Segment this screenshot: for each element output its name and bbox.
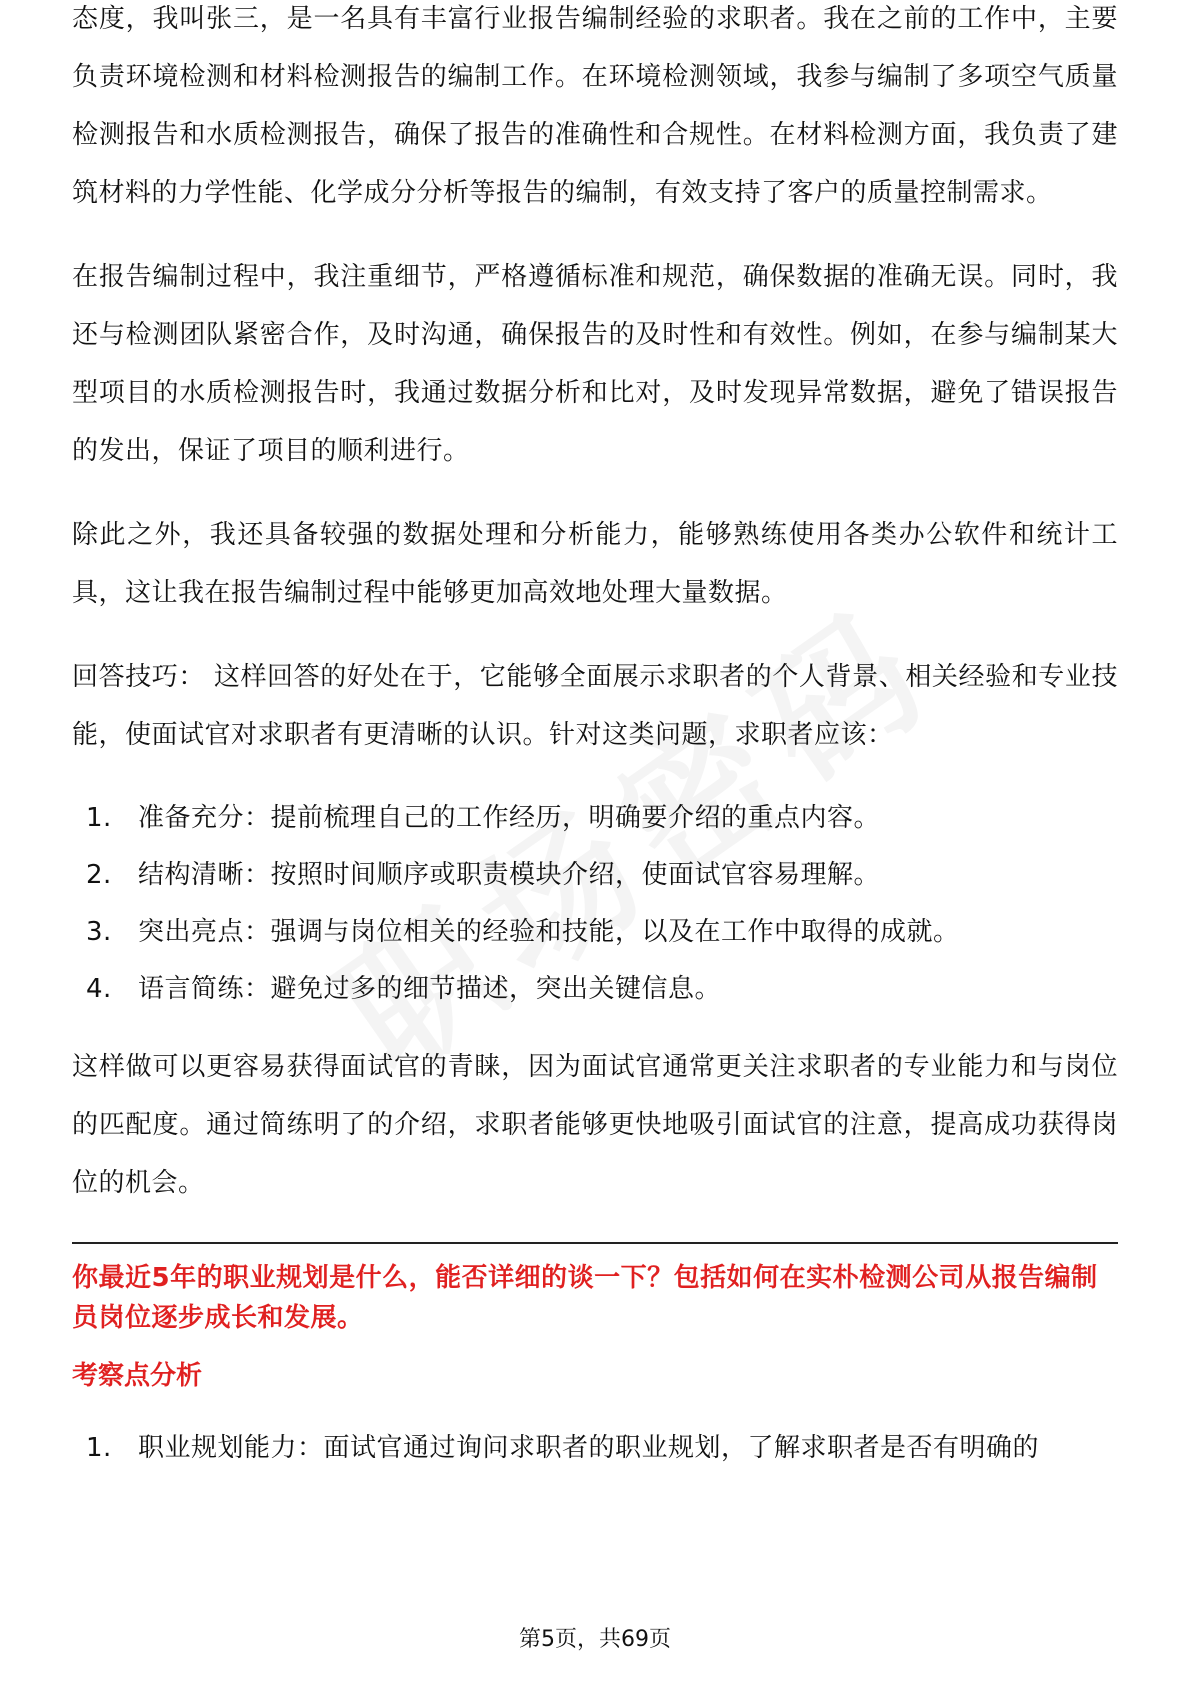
list-item <box>72 904 1118 961</box>
paragraph-intro: 态度，我叫张三，是一名具有丰富行业报告编制经验的求职者。我在之前的工作中，主要负责环境检测和材料检测报告的编制工作。在环境检测领域，我参与编制了多项空气质量检测报告和水质检测报告，确保了报告的准确性和合规性。在材料检测方面，我负责了建筑材料的力学性能、化学成分分析等报告的编制，有效支持了客户的质量控制需求。 <box>72 4 1118 208</box>
list-item-text: 结构清晰：按照时间顺序或职责模块介绍，使面试官容易理解。 <box>138 860 881 890</box>
list-item-number: 1. <box>86 1433 112 1463</box>
answer-tips <box>72 648 1118 764</box>
page-number: 第5页，共69页 <box>519 1627 671 1652</box>
list-item <box>72 847 1118 904</box>
list-item-number: 4. <box>86 974 112 1004</box>
list-item-text: 突出亮点：强调与岗位相关的经验和技能，以及在工作中取得的成就。 <box>138 917 960 947</box>
list-item-text: 准备充分：提前梳理自己的工作经历，明确要介绍的重点内容。 <box>138 803 881 833</box>
list-item <box>72 961 1118 1018</box>
list-item-number: 2. <box>86 860 112 890</box>
list-item-text: 职业规划能力：面试官通过询问求职者的职业规划，了解求职者是否有明确的 <box>138 1433 1040 1463</box>
tips-list <box>72 790 1118 1018</box>
page-content <box>72 4 1118 1497</box>
paragraph-process: 在报告编制过程中，我注重细节，严格遵循标准和规范，确保数据的准确无误。同时，我还与检测团队紧密合作，及时沟通，确保报告的及时性和有效性。例如，在参与编制某大型项目的水质检测报告时，我通过数据分析和比对，及时发现异常数据，避免了错误报告的发出，保证了项目的顺利进行。 <box>72 262 1118 466</box>
answer-tips-text: 这样回答的好处在于，它能够全面展示求职者的个人背景、相关经验和专业技能，使面试官对求职者有更清晰的认识。针对这类问题，求职者应该： <box>72 662 1118 750</box>
paragraph-skills: 除此之外，我还具备较强的数据处理和分析能力，能够熟练使用各类办公软件和统计工具，这让我在报告编制过程中能够更加高效地处理大量数据。 <box>72 520 1118 608</box>
list-item-number: 1. <box>86 803 112 833</box>
list-item <box>72 1420 1118 1477</box>
list-item-text: 语言简练：避免过多的细节描述，突出关键信息。 <box>138 974 722 1004</box>
list-item-number: 3. <box>86 917 112 947</box>
analysis-list <box>72 1420 1118 1477</box>
answer-tips-label: 回答技巧： <box>72 662 205 692</box>
paragraph-conclusion: 这样做可以更容易获得面试官的青睐，因为面试官通常更关注求职者的专业能力和与岗位的匹配度。通过简练明了的介绍，求职者能够更快地吸引面试官的注意，提高成功获得岗位的机会。 <box>72 1052 1118 1198</box>
list-item <box>72 790 1118 847</box>
section-divider <box>72 1242 1118 1244</box>
interview-question: 你最近5年的职业规划是什么，能否详细的谈一下？包括如何在实朴检测公司从报告编制员岗位逐步成长和发展。 <box>72 1263 1098 1333</box>
section-title: 考察点分析 <box>72 1361 203 1391</box>
